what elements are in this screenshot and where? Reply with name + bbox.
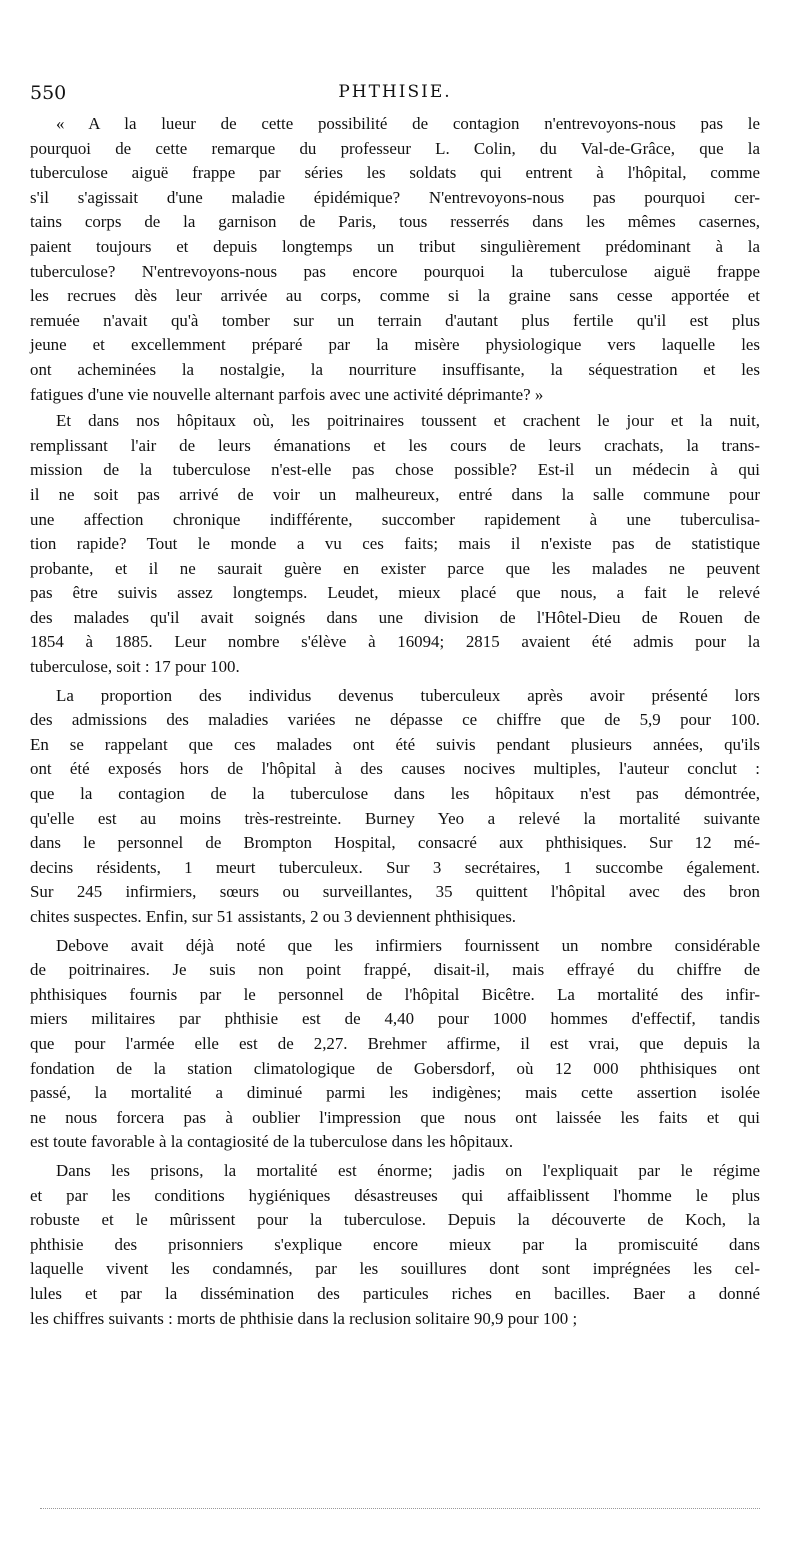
text-line: ne nous forcera pas à oublier l'impression que nous ont laissée les faits et qui	[30, 1107, 760, 1127]
text-line: mission de la tuberculose n'est-elle pas chose possible? Est-il un médecin à qui	[30, 460, 760, 480]
text-line: tuberculose? N'entrevoyons-nous pas encore pourquoi la tuberculose aiguë frappe	[30, 261, 760, 281]
text-line: Et dans nos hôpitaux où, les poitrinaires toussent et crachent le jour et la nuit,	[56, 411, 760, 431]
text-line: Dans les prisons, la mortalité est énorme; jadis on l'expliquait par le régime	[56, 1160, 760, 1180]
text-line: une affection chronique indifférente, succomber rapidement à une tuberculisa-	[30, 509, 760, 529]
text-line: La proportion des individus devenus tuberculeux après avoir présenté lors	[56, 685, 760, 705]
running-header	[30, 82, 760, 112]
page-bottom-dotted-rule	[40, 1508, 760, 1515]
text-line: que pour l'armée elle est de 2,27. Brehmer affirme, il est vrai, que depuis la	[30, 1033, 760, 1053]
text-line: que la contagion de la tuberculose dans les hôpitaux n'est pas démontrée,	[30, 784, 760, 804]
text-line: et par les conditions hygiéniques désastreuses qui affaiblissent l'homme le plus	[30, 1185, 760, 1205]
text-line: Debove avait déjà noté que les infirmiers fournissent un nombre considérable	[56, 935, 760, 955]
text-line: phthisie des prisonniers s'explique encore mieux par la promiscuité dans	[30, 1234, 760, 1254]
text-line: tuberculose aiguë frappe par séries les soldats qui entrent à l'hôpital, comme	[30, 163, 760, 183]
text-line: laquelle vivent les condamnés, par les souillures dont sont imprégnées les cel-	[30, 1259, 760, 1279]
text-line: tion rapide? Tout le monde a vu ces faits; mais il n'existe pas de statistique	[30, 534, 760, 554]
text-line: chites suspectes. Enfin, sur 51 assistants, 2 ou 3 deviennent phthisiques.	[30, 907, 517, 926]
page-number: 550	[30, 82, 67, 104]
text-line: fatigues d'une vie nouvelle alternant parfois avec une activité déprimante? »	[30, 384, 544, 404]
text-line: decins résidents, 1 meurt tuberculeux. Sur 3 secrétaires, 1 succombe également.	[30, 857, 760, 877]
text-line: s'il s'agissait d'une maladie épidémique? N'entrevoyons-nous pas pourquoi cer-	[30, 187, 760, 207]
text-line: lules et par la dissémination des particules riches en bacilles. Baer a donné	[30, 1283, 760, 1303]
text-line: dans le personnel de Brompton Hospital, consacré aux phthisiques. Sur 12 mé-	[30, 833, 760, 853]
text-line: tuberculose, soit : 17 pour 100.	[30, 657, 240, 677]
text-line: passé, la mortalité a diminué parmi les indigènes; mais cette assertion isolée	[30, 1083, 760, 1103]
text-line: paient toujours et depuis longtemps un tribut singulièrement prédominant à la	[30, 236, 760, 256]
text-line: remplissant l'air de leurs émanations et les cours de leurs crachats, la trans-	[30, 435, 760, 455]
text-line: probante, et il ne saurait guère en exister parce que les malades ne peuvent	[30, 558, 760, 578]
text-line: phthisiques fournis par le personnel de l'hôpital Bicêtre. La mortalité des infir-	[30, 984, 760, 1004]
text-line: ont acheminées la nostalgie, la nourriture insuffisante, la séquestration et les	[30, 359, 760, 379]
paragraph-5	[30, 1159, 760, 1331]
text-line: fondation de la station climatologique de Gobersdorf, où 12 000 phthisiques ont	[30, 1058, 760, 1078]
text-line: pourquoi de cette remarque du professeur L. Colin, du Val-de-Grâce, que la	[30, 138, 760, 158]
text-line: les chiffres suivants : morts de phthisie dans la reclusion solitaire 90,9 pour 100 ;	[30, 1308, 578, 1328]
text-line: des malades qu'il avait soignés dans une division de l'Hôtel-Dieu de Rouen de	[30, 607, 760, 627]
text-line: remuée n'avait qu'à tomber sur un terrain d'autant plus fertile qu'il est plus	[30, 310, 760, 330]
paragraph-2	[30, 409, 760, 680]
text-line: qu'elle est au moins très-restreinte. Burney Yeo a relevé la mortalité suivante	[30, 808, 760, 828]
text-line: En se rappelant que ces malades ont été suivis pendant plusieurs années, qu'ils	[30, 734, 760, 754]
text-line: des admissions des maladies variées ne dépasse ce chiffre que de 5,9 pour 100.	[30, 710, 760, 730]
paragraph-4	[30, 934, 760, 1155]
running-title: PHTHISIE.	[338, 82, 452, 102]
text-line: robuste et le mûrissent pour la tuberculose. Depuis la découverte de Koch, la	[30, 1210, 760, 1230]
text-line: 1854 à 1885. Leur nombre s'élève à 16094; 2815 avaient été admis pour la	[30, 632, 760, 652]
text-line: il ne soit pas arrivé de voir un malheureux, entré dans la salle commune pour	[30, 484, 760, 504]
text-line: de poitrinaires. Je suis non point frappé, disait-il, mais effrayé du chiffre de	[30, 960, 760, 980]
text-line: « A la lueur de cette possibilité de contagion n'entrevoyons-nous pas le	[56, 114, 760, 133]
text-line: Sur 245 infirmiers, sœurs ou surveillantes, 35 quittent l'hôpital avec des bron	[30, 882, 760, 902]
text-line: est toute favorable à la contagiosité de la tuberculose dans les hôpitaux.	[30, 1132, 514, 1152]
text-line: miers militaires par phthisie est de 4,40 pour 1000 hommes d'effectif, tandis	[30, 1009, 760, 1029]
text-line: les recrues dès leur arrivée au corps, comme si la graine sans cesse apportée et	[30, 286, 760, 306]
text-line: pas être suivis assez longtemps. Leudet, mieux placé que nous, a fait le relevé	[30, 583, 760, 603]
paragraph-3	[30, 684, 760, 930]
body-text	[30, 112, 760, 1331]
paragraph-1	[30, 112, 760, 407]
text-line: jeune et excellemment préparé par la misère physiologique vers laquelle les	[30, 335, 760, 355]
text-line: tains corps de la garnison de Paris, tous resserrés dans les mêmes casernes,	[30, 212, 760, 232]
text-line: ont été exposés hors de l'hôpital à des causes nocives multiples, l'auteur conclut :	[30, 759, 760, 779]
